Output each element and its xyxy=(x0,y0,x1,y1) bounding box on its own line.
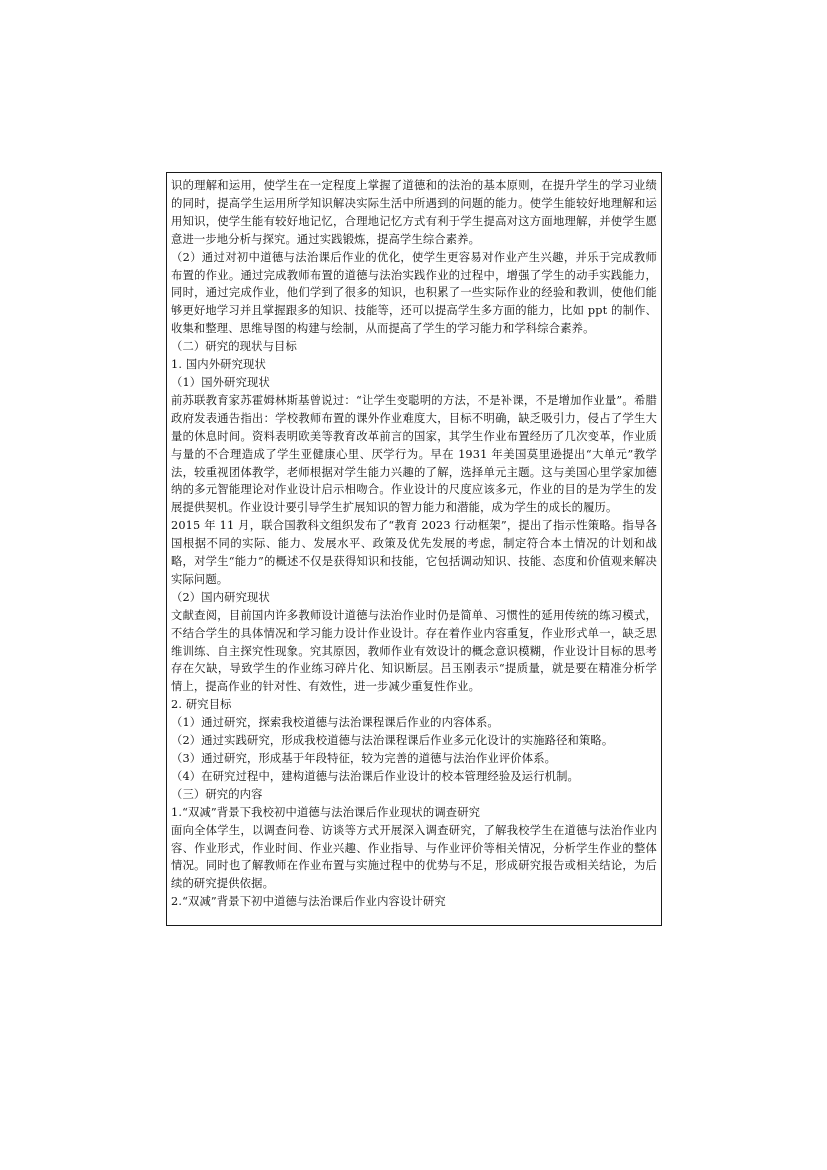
goal-2: （2）通过实践研究，形成我校道德与法治课程课后作业多元化设计的实施路径和策略。 xyxy=(171,734,614,748)
heading-research-status: 1. 国内外研究现状 xyxy=(171,358,266,372)
paragraph-domestic: 文献查阅，目前国内许多教师设计道德与法治作业时仍是简单、习惯性的延用传统的练习模式，不结合学生的具体情况和学习能力设计作业设计。存在着作业内容重复，作业形式单一，缺乏思维训练、自主探究性现象。究其原因，教师作业有效设计的概念意识模糊，作业设计目标的思考存在欠缺，导致学生的作业练习碎片化、知识断层。吕玉刚表示“提质量，就是要在精准分析学情上，提高作业的针对性、有效性，进一步减少重复性作业。 xyxy=(171,608,657,694)
heading-domestic-status: （2）国内研究现状 xyxy=(171,590,270,604)
heading-research-content: （三）研究的内容 xyxy=(171,787,263,801)
heading-content-1: 1.“双减”背景下我校初中道德与法治课后作业现状的调查研究 xyxy=(171,805,481,819)
goal-3: （3）通过研究，形成基于年段特征，较为完善的道德与法治作业评价体系。 xyxy=(171,752,557,765)
paragraph-point-2: （2）通过对初中道德与法治课后作业的优化，使学生更容易对作业产生兴趣，并乐于完成教师布置的作业。通过完成教师布置的道德与法治实践作业的过程中，增强了学生的动手实践能力，同时，通过完成作业，他们学到了很多的知识，也积累了一些实际作业的经验和教训，使他们能够更好地学习并且掌握跟多的知识、技能等，还可以提高学生多方面的能力，比如 ppt 的制作、收集和整理、思维导图的构建与绘制，从而提高了学生的学习能力和学科综合素养。 xyxy=(171,250,657,336)
paragraph-content-1: 面向全体学生，以调查问卷、访谈等方式开展深入调查研究，了解我校学生在道德与法治作业内容、作业形式，作业时间、作业兴趣、作业指导、与作业评价等相关情况，分析学生作业的整体情况。同时也了解教师在作业布置与实施过程中的优势与不足，形成研究报告或相关结论，为后续的研究提供依据。 xyxy=(171,823,657,891)
document-frame xyxy=(166,172,662,926)
heading-status-and-goals: （二）研究的现状与目标 xyxy=(171,340,297,354)
heading-research-goals: 2. 研究目标 xyxy=(171,698,232,712)
paragraph-intro-cont: 识的理解和运用，使学生在一定程度上掌握了道德和的法治的基本原则，在提升学生的学习业绩的同时，提高学生运用所学知识解决实际生活中所遇到的问题的能力。使学生能较好地理解和运用知识，使学生能有较好地记忆，合理地记忆方式有利于学生提高对这方面地理解，并使学生愿意进一步地分析与探究。通过实践锻炼，提高学生综合素养。 xyxy=(171,179,657,246)
goal-1: （1）通过研究，探索我校道德与法治课程课后作业的内容体系。 xyxy=(171,716,499,730)
heading-content-2: 2.“双减”背景下初中道德与法治课后作业内容设计研究 xyxy=(171,895,446,909)
paragraph-foreign-2: 2015 年 11 月，联合国教科文组织发布了“教育 2023 行动框架”，提出了指示性策略。指导各国根据不同的实际、能力、发展水平、政策及优先发展的考虑，制定符合本土情况的计划和战略，对学生“能力”的概述不仅是获得知识和技能，它包括调动知识、技能、态度和价值观来解决实际问题。 xyxy=(171,519,657,586)
paragraph-foreign-1: 前苏联教育家苏霍姆林斯基曾说过：“让学生变聪明的方法，不是补课，不是增加作业量”。希腊政府发表通告指出：学校教师布置的课外作业难度大，目标不明确，缺乏吸引力，侵占了学生大量的休息时间。资料表明欧美等教育改革前言的国家，其学生作业布置经历了几次变革，作业质与量的不合理造成了学生亚健康心里、厌学行为。早在 1931 年美国莫里逊提出“大单元”教学法，较重视团体教学，老师根据对学生能力兴趣的了解，选择单元主题。这与美国心里学家加德纳的多元智能理论对作业设计启示相吻合。作业设计的尺度应该多元，作业的目的是为学生的发展提供契机。作业设计要引导学生扩展知识的智力能力和潜能，成为学生的成长的履历。 xyxy=(171,393,657,515)
heading-foreign-status: （1）国外研究现状 xyxy=(171,375,270,389)
goal-4: （4）在研究过程中，建构道德与法治课后作业设计的校本管理经验及运行机制。 xyxy=(171,769,579,783)
document-body xyxy=(171,177,657,911)
